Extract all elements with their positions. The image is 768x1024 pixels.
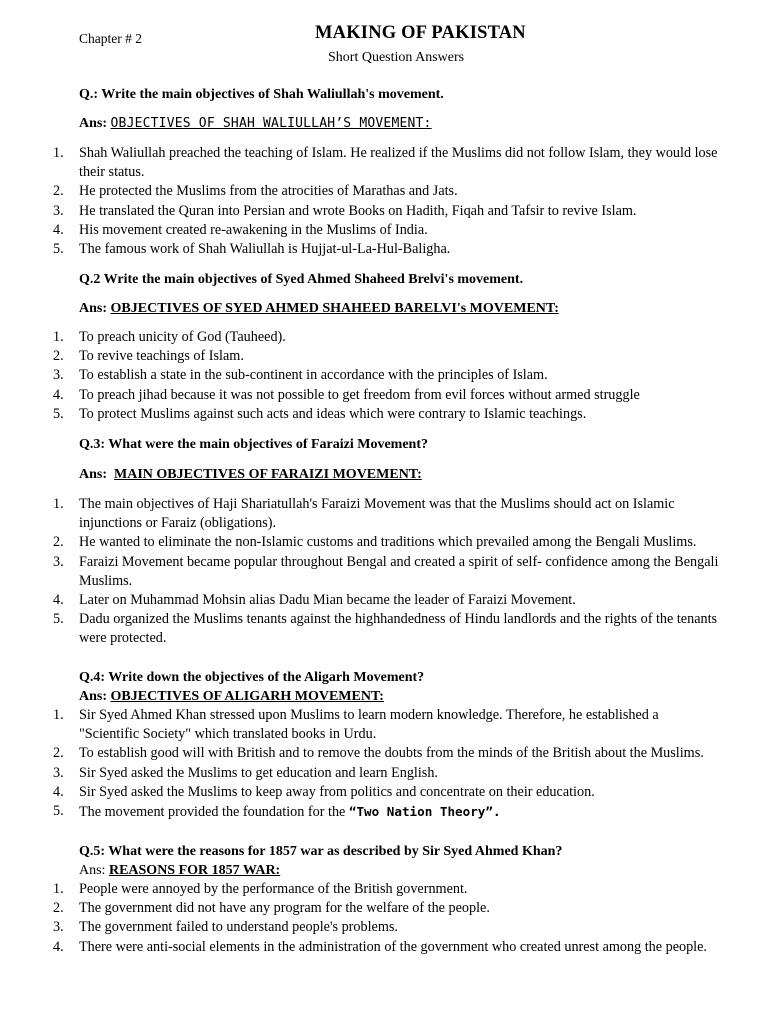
item-text: The main objectives of Haji Shariatullah's Faraizi Movement was that the Muslims should act on Islamic injunctions or Faraiz (obligations). bbox=[79, 496, 675, 532]
item-number: 5. bbox=[53, 803, 64, 820]
item-text: To establish good will with British and to remove the doubts from the minds of the British about the Muslims. bbox=[79, 745, 704, 762]
item-text: Sir Syed asked the Muslims to get education and learn English. bbox=[79, 764, 438, 781]
item-text: There were anti-social elements in the administration of the government who created unrest among the people. bbox=[79, 938, 707, 955]
item-number: 1. bbox=[53, 707, 64, 723]
answer-heading-2 bbox=[79, 299, 559, 318]
list-item bbox=[0, 764, 740, 783]
list-item bbox=[0, 744, 740, 763]
item-text: The famous work of Shah Waliullah is Hujjat-ul-La-Hul-Baligha. bbox=[79, 241, 451, 258]
item-text: To revive teachings of Islam. bbox=[79, 348, 244, 365]
item-number: 3. bbox=[53, 764, 64, 781]
list-item bbox=[0, 144, 740, 182]
list-item bbox=[0, 386, 740, 405]
list-item bbox=[0, 880, 740, 899]
answer-title: OBJECTIVES OF SHAH WALIULLAH’S MOVEMENT: bbox=[110, 116, 432, 131]
list-item bbox=[0, 221, 740, 240]
list-item bbox=[0, 783, 740, 802]
item-number: 5. bbox=[53, 405, 64, 422]
list-item bbox=[0, 495, 740, 533]
item-text: Faraizi Movement became popular throughout Bengal and created a spirit of self- confidence among the Bengali Muslims. bbox=[79, 553, 719, 589]
item-text: Dadu organized the Muslims tenants against the highhandedness of Hindu landlords and the rights of the tenants were protected. bbox=[79, 611, 718, 647]
item-text: Shah Waliullah preached the teaching of Islam. He realized if the Muslims did not follow Islam, they would lose their status. bbox=[79, 145, 718, 181]
answer-list-1 bbox=[0, 144, 740, 259]
list-item bbox=[0, 405, 740, 424]
item-text: The government failed to understand people's problems. bbox=[79, 919, 398, 936]
page-title: MAKING OF PAKISTAN bbox=[315, 23, 526, 43]
answer-label: Ans: bbox=[79, 863, 106, 878]
item-text: He wanted to eliminate the non-Islamic customs and traditions which prevailed among the Bengali Muslims. bbox=[79, 534, 697, 551]
item-text: The government did not have any program for the welfare of the people. bbox=[79, 900, 490, 917]
answer-title: MAIN OBJECTIVES OF FARAIZI MOVEMENT: bbox=[114, 467, 422, 482]
answer-label: Ans: bbox=[79, 116, 108, 131]
item-number: 4. bbox=[53, 386, 64, 403]
item-number: 4. bbox=[53, 938, 64, 955]
question-3: Q.3: What were the main objectives of Faraizi Movement? bbox=[79, 437, 429, 452]
list-item bbox=[0, 240, 740, 259]
item-number: 2. bbox=[53, 745, 64, 762]
list-item bbox=[0, 553, 740, 591]
item-text: He translated the Quran into Persian and wrote Books on Hadith, Fiqah and Tafsir to revive Islam. bbox=[79, 202, 637, 219]
chapter-label: Chapter # 2 bbox=[79, 31, 142, 46]
item-text: To preach unicity of God (Tauheed). bbox=[79, 329, 286, 345]
item-number: 2. bbox=[53, 348, 64, 365]
item-number: 4. bbox=[53, 221, 64, 238]
item-number: 1. bbox=[53, 145, 64, 161]
page-subtitle: Short Question Answers bbox=[328, 50, 465, 65]
item-text: Sir Syed Ahmed Khan stressed upon Muslims to learn modern knowledge. Therefore, he established a "Scientific Society" which translated books in Urdu. bbox=[79, 707, 659, 743]
item-number: 3. bbox=[53, 553, 64, 570]
list-item bbox=[0, 802, 740, 822]
answer-title: OBJECTIVES OF ALIGARH MOVEMENT: bbox=[110, 689, 384, 704]
question-5: Q.5: What were the reasons for 1857 war as described by Sir Syed Ahmed Khan? bbox=[79, 844, 563, 859]
item-text: To protect Muslims against such acts and ideas which were contrary to Islamic teachings. bbox=[79, 405, 587, 422]
list-item bbox=[0, 899, 740, 918]
list-item bbox=[0, 918, 740, 937]
list-item bbox=[0, 182, 740, 201]
list-item bbox=[0, 533, 740, 552]
list-item bbox=[0, 347, 740, 366]
answer-list-2 bbox=[0, 328, 740, 424]
answer-heading-4 bbox=[79, 687, 384, 706]
question-4: Q.4: Write down the objectives of the Aligarh Movement? bbox=[79, 670, 425, 685]
answer-heading-1 bbox=[79, 114, 432, 133]
question-1: Q.: Write the main objectives of Shah Waliullah's movement. bbox=[79, 87, 444, 102]
answer-title: OBJECTIVES OF SYED AHMED SHAHEED BARELVI's MOVEMENT: bbox=[110, 301, 559, 316]
item-number: 1. bbox=[53, 496, 64, 512]
answer-heading-3 bbox=[79, 465, 422, 484]
answer-title: REASONS FOR 1857 WAR: bbox=[108, 863, 281, 878]
question-2: Q.2 Write the main objectives of Syed Ahmed Shaheed Brelvi's movement. bbox=[79, 272, 524, 287]
item-text: To establish a state in the sub-continent in accordance with the principles of Islam. bbox=[79, 367, 548, 384]
answer-label: Ans: bbox=[79, 689, 108, 704]
item-text: Later on Muhammad Mohsin alias Dadu Mian became the leader of Faraizi Movement. bbox=[79, 592, 576, 609]
item-text: He protected the Muslims from the atrocities of Marathas and Jats. bbox=[79, 183, 458, 200]
item-number: 2. bbox=[53, 183, 64, 200]
item-text: His movement created re-awakening in the Muslims of India. bbox=[79, 221, 428, 238]
answer-list-4 bbox=[0, 706, 740, 822]
answer-heading-5 bbox=[79, 861, 280, 880]
item-number: 3. bbox=[53, 367, 64, 384]
item-text: Sir Syed asked the Muslims to keep away from politics and concentrate on their education. bbox=[79, 783, 595, 800]
list-item bbox=[0, 328, 740, 347]
item-number: 4. bbox=[53, 592, 64, 609]
item-number: 1. bbox=[53, 881, 64, 897]
item-number: 5. bbox=[53, 241, 64, 258]
item-number: 4. bbox=[53, 783, 64, 800]
list-item bbox=[0, 591, 740, 610]
item-number: 2. bbox=[53, 534, 64, 551]
list-item bbox=[0, 938, 740, 957]
item-number: 3. bbox=[53, 919, 64, 936]
item-text: People were annoyed by the performance of the British government. bbox=[79, 881, 468, 897]
list-item bbox=[0, 706, 740, 744]
list-item bbox=[0, 610, 740, 648]
answer-list-3 bbox=[0, 495, 740, 649]
item-number: 5. bbox=[53, 611, 64, 628]
answer-list-5 bbox=[0, 880, 740, 957]
two-nation-theory: “Two Nation Theory”. bbox=[348, 804, 501, 820]
item-number: 1. bbox=[53, 329, 64, 345]
list-item bbox=[0, 366, 740, 385]
item-text: To preach jihad because it was not possible to get freedom from evil forces without armed struggle bbox=[79, 386, 640, 403]
answer-label: Ans: bbox=[79, 301, 108, 316]
item-number: 2. bbox=[53, 900, 64, 917]
item-number: 3. bbox=[53, 202, 64, 219]
answer-label: Ans: bbox=[79, 467, 108, 482]
list-item bbox=[0, 202, 740, 221]
item-text: The movement provided the foundation for the bbox=[79, 804, 349, 821]
